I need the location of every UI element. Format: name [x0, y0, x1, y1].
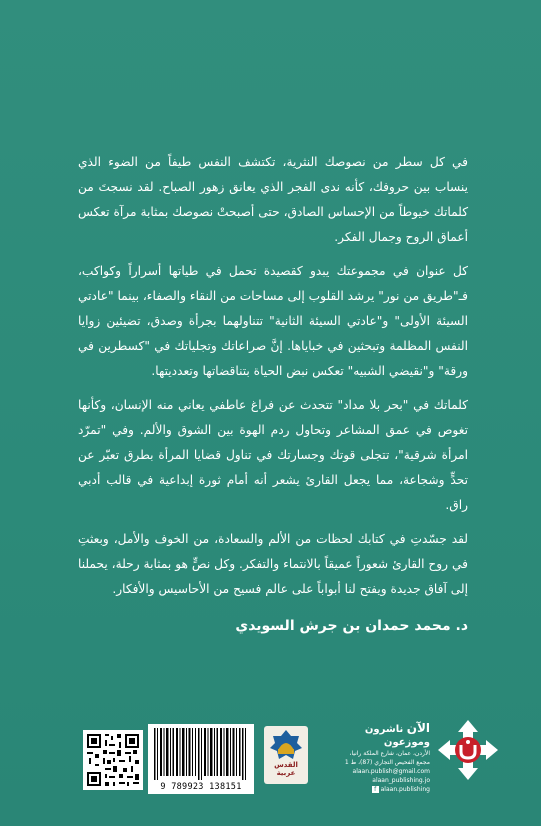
- publisher-social-handle[interactable]: alaan.publishing: [380, 786, 430, 793]
- publisher-email[interactable]: alaan.publish@gmail.com: [352, 768, 430, 775]
- publisher-brand: الآن: [406, 721, 430, 735]
- author-name: د. محمد حمدان بن جرش السويدي: [235, 618, 468, 634]
- facebook-icon: f: [372, 786, 379, 793]
- publisher-address-line-2: مجمع الفحيص التجاري (87)، ط 1: [344, 759, 430, 766]
- publisher-social: [318, 785, 430, 794]
- isbn-digits: 9 789923 138151: [160, 782, 242, 792]
- publisher-info: [318, 722, 430, 794]
- al-quds-emblem-icon: [264, 726, 308, 784]
- arrows-logo-icon: [436, 718, 500, 782]
- blurb-paragraph-2: كل عنوان في مجموعتك يبدو كقصيدة تحمل في طياتها أسراراً وكواكب، فـ"طريق من نور" يرشد القلوب إلى مساحات من النقاء والصفاء، بينما "عادتي السيئة الأولى" و"عادتي السيئة الثانية" تتناولهما بجرأة وصدق، تضيئين زوايا النفس المظلمة وتبحثين في خباياها. إنَّ صراعاتك وتجلياتك في "كسطرين في ورقة" و"نقيضي الشبيه" تعكس نبض الحياة بتناقضاتها وتعدديتها.: [78, 264, 468, 378]
- publisher-website[interactable]: alaan_publishing.jo: [372, 777, 430, 784]
- publisher-address-line-1: الأردن، عمان، شارع الملكة رانيا،: [349, 750, 430, 757]
- blurb-paragraph-1: في كل سطر من نصوصك النثرية، تكتشف النفس طيفاً من الضوء الذي ينساب بين حروفك، كأنه ندى الفجر الذي يعانق زهور الصباح. لقد نسجتَ من كلماتك خيوطاً من الإحساس الصادق، حتى أصبحتْ نصوصك بمثابة مرآة تعكس أعماق الروح وجمال الفكر.: [78, 155, 468, 244]
- blurb-text: [78, 150, 468, 611]
- qr-code-icon[interactable]: [83, 730, 143, 790]
- emblem-label: القدس عربية: [274, 761, 298, 777]
- publisher-name: [318, 722, 430, 749]
- blurb-paragraph-4: لقد جسّدتِ في كتابك لحظات من الألم والسعادة، من الخوف والأمل، وبعثتِ في روح القارئ شعوراً عميقاً بالانتماء والتفكر. وكل نصٍّ هو بمثابة رحلة، يحملنا إلى آفاق جديدة ويفتح لنا أبواباً على عالم فسيح من الأحاسيس والأفكار.: [78, 532, 468, 596]
- blurb-paragraph-3: كلماتك في "بحر بلا مداد" تتحدث عن فراغ عاطفي يعاني منه الإنسان، وكأنها تغوص في عمق المشاعر وتحاول ردم الهوة بين الشوق والألم. وفي "تمرّد امرأة شرقية"، تتجلى قوتك وجسارتك في تناول قضايا المرأة بطرق تعبّر عن تحدٍّ وشجاعة، مما يجعل القارئ يشعر أنه أمام ثورة إبداعية في قالب أدبي راق.: [78, 398, 468, 512]
- publisher-tagline: ناشرون وموزعون: [364, 724, 430, 748]
- barcode-icon: [148, 724, 254, 794]
